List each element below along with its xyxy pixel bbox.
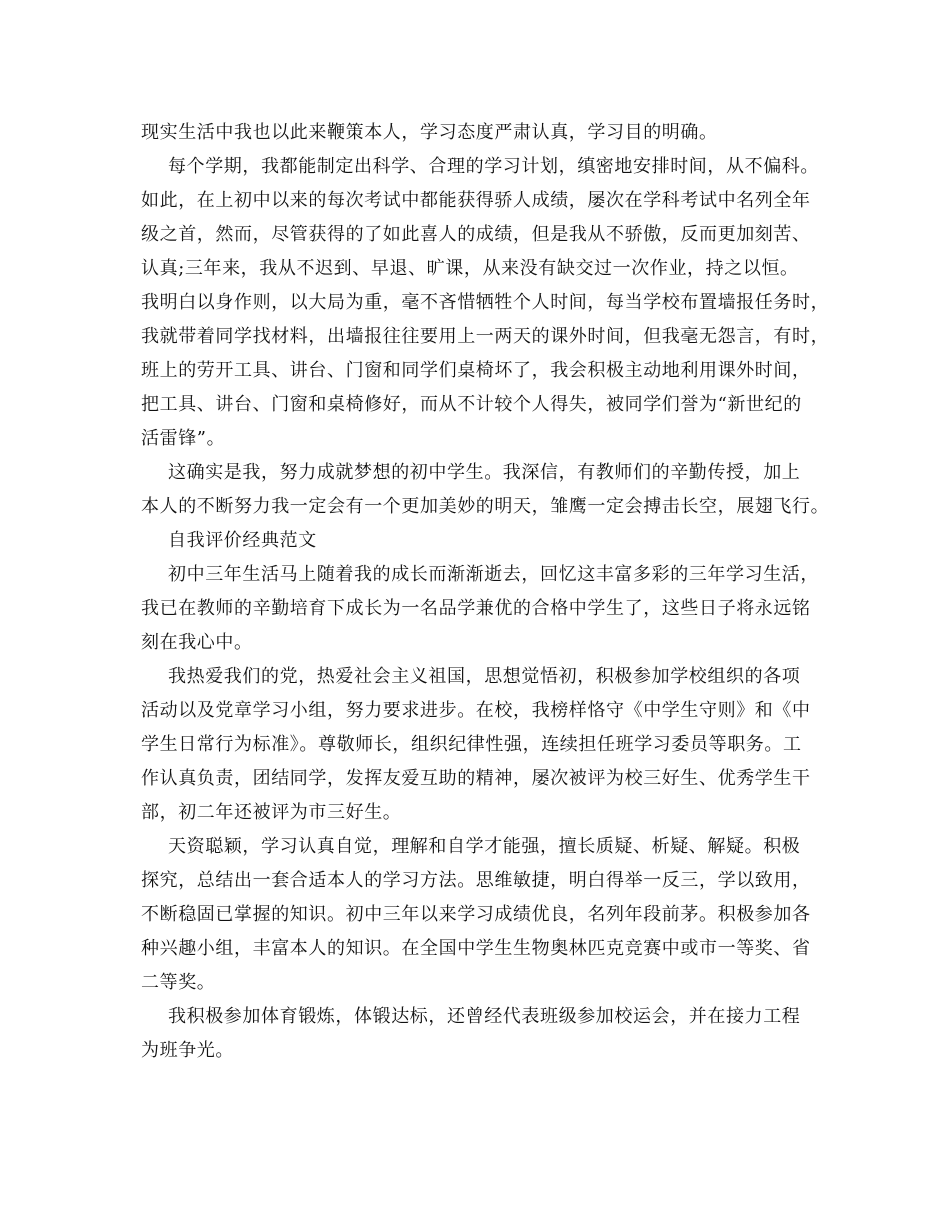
text-line: 级之首，然而，尽管获得的了如此喜人的成绩，但是我从不骄傲，反而更加刻苦、	[141, 224, 811, 245]
text-line: 我已在教师的辛勤培育下成长为一名品学兼优的合格中学生了，这些日子将永远铭	[141, 598, 811, 619]
text-line: 天资聪颖，学习认真自觉，理解和自学才能强，擅长质疑、析疑、解疑。积极	[168, 836, 801, 857]
text-line: 种兴趣小组，丰富本人的知识。在全国中学生生物奥林匹克竞赛中或市一等奖、省	[141, 938, 811, 959]
text-line: 我明白以身作则，以大局为重，毫不吝惜牺牲个人时间，每当学校布置墙报任务时，	[141, 292, 830, 313]
text-line: 二等奖。	[141, 972, 216, 993]
text-line: 不断稳固已掌握的知识。初中三年以来学习成绩优良，名列年段前茅。积极参加各	[141, 904, 811, 925]
text-line: 我积极参加体育锻炼，体锻达标，还曾经代表班级参加校运会，并在接力工程	[168, 1006, 801, 1027]
text-line: 这确实是我，努力成就梦想的初中学生。我深信，有教师们的辛勤传授，加上	[168, 462, 801, 483]
text-line: 刻在我心中。	[141, 632, 253, 653]
document-body	[141, 116, 831, 1068]
section-heading: 自我评价经典范文	[168, 530, 317, 551]
text-line: 活雷锋”。	[141, 428, 226, 449]
text-line: 学生日常行为标准》。尊敬师长，组织纪律性强，连续担任班学习委员等职务。工	[141, 734, 802, 755]
text-line: 初中三年生活马上随着我的成长而渐渐逝去，回忆这丰富多彩的三年学习生活，	[168, 564, 819, 585]
text-line: 现实生活中我也以此来鞭策本人，学习态度严肃认真，学习目的明确。	[141, 122, 718, 143]
text-line: 作认真负责，团结同学，发挥友爱互助的精神，屡次被评为校三好生、优秀学生干	[141, 768, 811, 789]
text-line: 探究，总结出一套合适本人的学习方法。思维敏捷，明白得举一反三，学以致用，	[141, 870, 811, 891]
text-line: 把工具、讲台、门窗和桌椅修好，而从不计较个人得失，被同学们誉为“新世纪的	[141, 394, 802, 415]
text-line: 为班争光。	[141, 1040, 234, 1061]
text-line: 活动以及党章学习小组，努力要求进步。在校，我榜样恪守《中学生守则》和《中	[141, 700, 811, 721]
text-line: 我就带着同学找材料，出墙报往往要用上一两天的课外时间，但我毫无怨言，有时，	[141, 326, 830, 347]
text-line: 如此，在上初中以来的每次考试中都能获得骄人成绩，屡次在学科考试中名列全年	[141, 190, 811, 211]
text-line: 本人的不断努力我一定会有一个更加美妙的明天，雏鹰一定会搏击长空，展翅飞行。	[141, 496, 830, 517]
text-line: 每个学期，我都能制定出科学、合理的学习计划，缜密地安排时间，从不偏科。	[168, 156, 819, 177]
text-line: 认真;三年来，我从不迟到、早退、旷课，从来没有缺交过一次作业，持之以恒。	[141, 258, 799, 279]
text-line: 我热爱我们的党，热爱社会主义祖国，思想觉悟初，积极参加学校组织的各项	[168, 666, 801, 687]
text-line: 班上的劳开工具、讲台、门窗和同学们桌椅坏了，我会积极主动地利用课外时间，	[141, 360, 811, 381]
text-line: 部，初二年还被评为市三好生。	[141, 802, 402, 823]
